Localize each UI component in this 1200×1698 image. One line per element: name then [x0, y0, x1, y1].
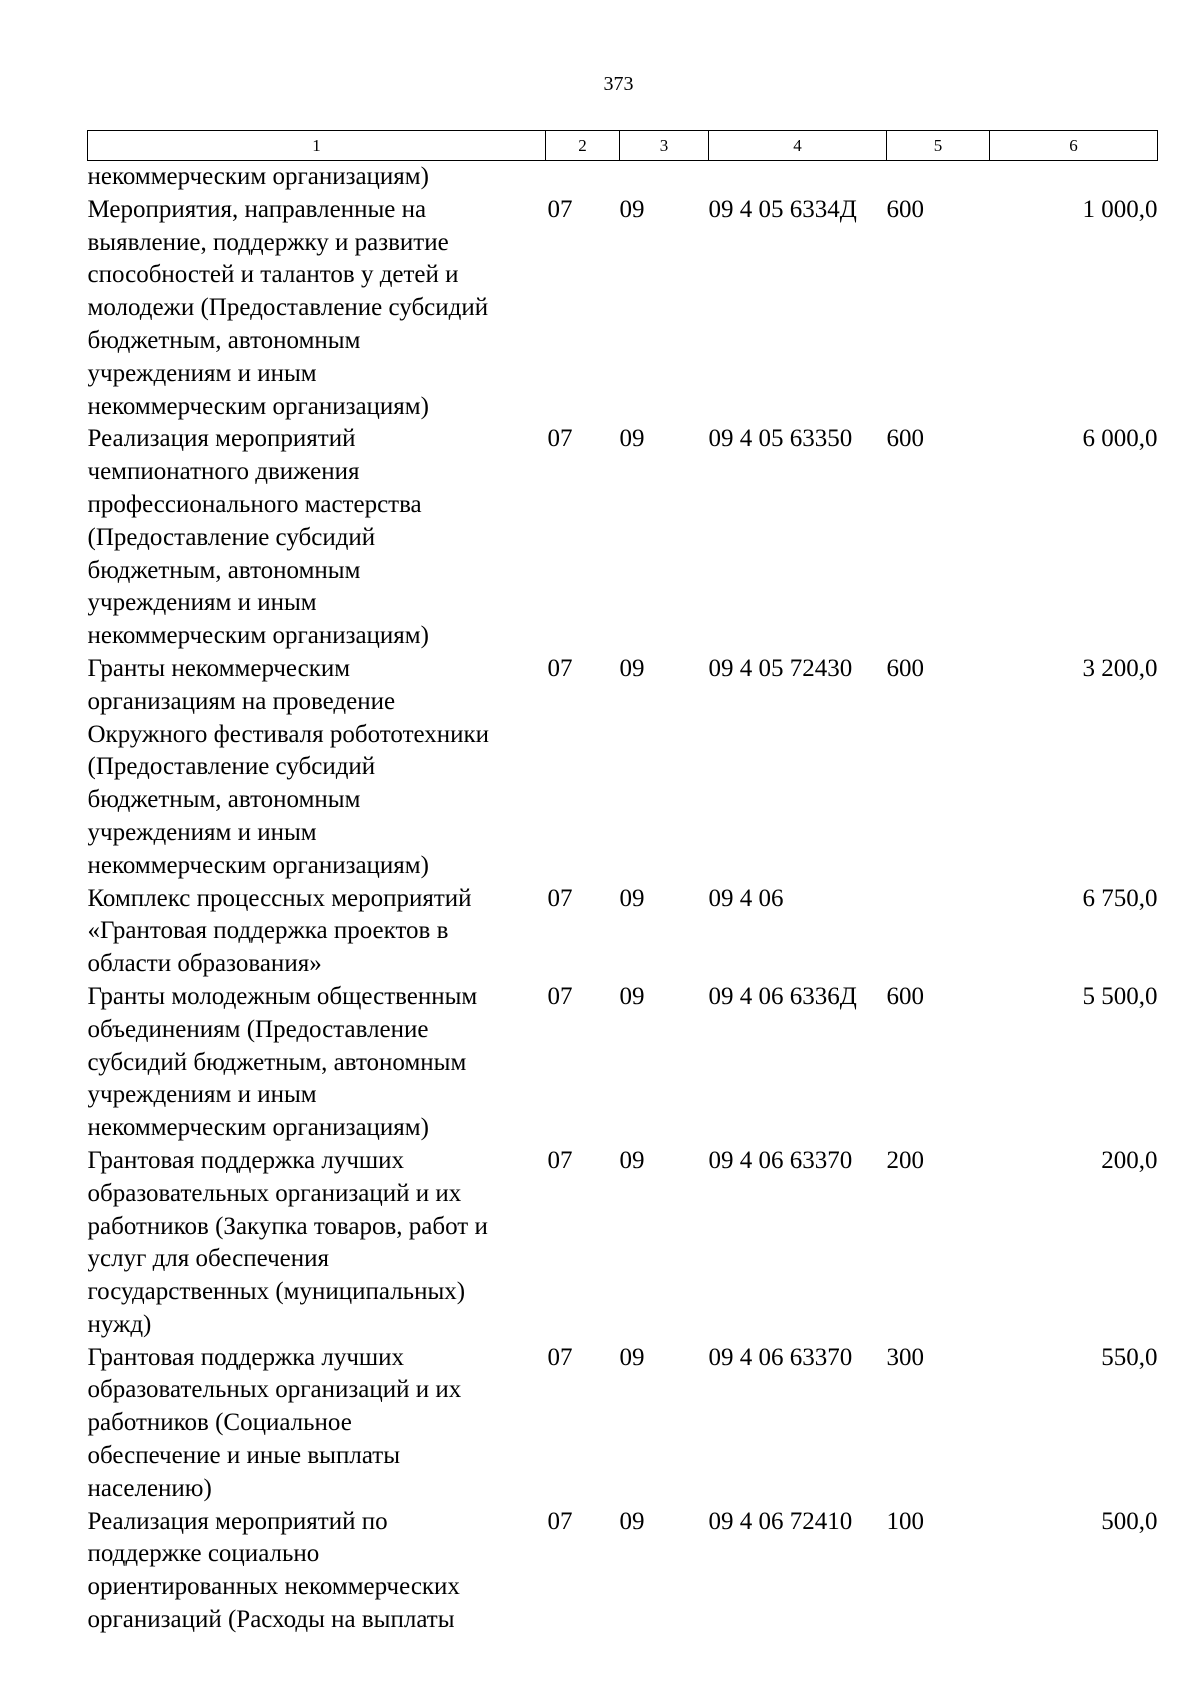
row-name-line: Мероприятия, направленные на: [87, 195, 427, 223]
row-section: 07: [547, 1146, 573, 1174]
row-section: 07: [547, 982, 573, 1010]
row-subsection: 09: [619, 1146, 645, 1174]
row-name-line: Окружного фестиваля робототехники: [87, 720, 490, 748]
table-row: [88, 1506, 1158, 1637]
row-target-code: 09 4 06 72410: [708, 1507, 853, 1535]
header-col-4: 4: [709, 131, 887, 161]
header-col-5: 5: [887, 131, 990, 161]
row-name-line: некоммерческим организациям): [87, 1114, 429, 1142]
row-name-line: некоммерческим организациям): [87, 163, 429, 190]
row-section: 07: [547, 1343, 573, 1371]
row-target-code: [709, 161, 887, 194]
row-name: [88, 883, 546, 981]
header-col-3: 3: [620, 131, 709, 161]
row-name-line: объединениям (Предоставление: [87, 1015, 429, 1043]
row-name-line: «Грантовая поддержка проектов в: [87, 917, 449, 945]
row-name-line: ориентированных некоммерческих: [87, 1573, 460, 1601]
row-subsection: [620, 161, 709, 194]
row-expense-type: 200: [886, 1146, 924, 1174]
page-number: 373: [603, 73, 634, 95]
row-name-line: некоммерческим организациям): [87, 622, 429, 650]
row-name-line: (Предоставление субсидий: [87, 523, 376, 551]
row-name-line: Гранты некоммерческим: [87, 654, 351, 682]
row-expense-type: 600: [886, 654, 924, 682]
table-row: [88, 194, 1158, 424]
row-name-line: области образования»: [87, 950, 322, 978]
row-name-line: организациям на проведение: [87, 687, 396, 715]
row-amount: [990, 161, 1158, 194]
row-target-code: 09 4 06 63370: [708, 1146, 853, 1174]
table-row: [88, 1145, 1158, 1342]
row-name-line: способностей и талантов у детей и: [87, 261, 459, 289]
row-expense-type: [887, 161, 990, 194]
row-section: 07: [547, 884, 573, 912]
row-name-line: (Предоставление субсидий: [87, 753, 376, 781]
row-name-line: бюджетным, автономным: [87, 786, 361, 814]
row-name-line: поддержке социально: [87, 1540, 320, 1568]
row-expense-type: 600: [886, 425, 924, 453]
row-name: [88, 1342, 546, 1506]
row-section: 07: [547, 195, 573, 223]
row-name-line: организаций (Расходы на выплаты: [87, 1606, 455, 1634]
header-col-1: 1: [88, 131, 546, 161]
row-section: 07: [547, 425, 573, 453]
row-amount: 550,0: [1101, 1343, 1158, 1371]
row-amount: 5 500,0: [1082, 982, 1158, 1010]
row-amount: 1 000,0: [1082, 195, 1158, 223]
row-expense-type: 600: [886, 195, 924, 223]
row-expense-type: 300: [886, 1343, 924, 1371]
row-name: [88, 653, 546, 883]
row-name: [88, 1145, 546, 1342]
row-name-line: профессионального мастерства: [87, 490, 422, 518]
row-expense-type: 100: [886, 1507, 924, 1535]
row-name: [88, 423, 546, 653]
row-subsection: 09: [619, 1343, 645, 1371]
row-amount: 6 000,0: [1082, 425, 1158, 453]
row-name-line: молодежи (Предоставление субсидий: [87, 294, 489, 322]
row-name-line: Комплекс процессных мероприятий: [87, 884, 472, 912]
row-subsection: 09: [619, 884, 645, 912]
row-name-line: Реализация мероприятий: [87, 425, 356, 453]
table-body: [88, 161, 1158, 1637]
row-name-line: чемпионатного движения: [87, 458, 360, 486]
row-section: 07: [547, 654, 573, 682]
row-target-code: 09 4 06: [708, 884, 784, 912]
row-name-line: Гранты молодежным общественным: [87, 982, 478, 1010]
row-amount: 3 200,0: [1082, 654, 1158, 682]
row-target-code: 09 4 06 63370: [708, 1343, 853, 1371]
row-name: [88, 161, 546, 194]
row-name-line: работников (Социальное: [87, 1409, 352, 1437]
row-name-line: нужд): [87, 1310, 152, 1338]
row-name-line: учреждениям и иным: [87, 1081, 317, 1109]
row-name-line: некоммерческим организациям): [87, 392, 429, 420]
row-name-line: обеспечение и иные выплаты: [87, 1442, 400, 1470]
row-target-code: 09 4 05 6334Д: [708, 195, 857, 223]
table-row: [88, 161, 1158, 194]
row-amount: 200,0: [1101, 1146, 1158, 1174]
table-row: [88, 981, 1158, 1145]
row-name-line: учреждениям и иным: [87, 589, 317, 617]
row-amount: 6 750,0: [1082, 884, 1158, 912]
table-row: [88, 1342, 1158, 1506]
row-name-line: бюджетным, автономным: [87, 556, 361, 584]
header-col-6: 6: [990, 131, 1158, 161]
row-name-line: выявление, поддержку и развитие: [87, 228, 449, 256]
row-subsection: 09: [619, 982, 645, 1010]
row-expense-type: 600: [886, 982, 924, 1010]
row-name-line: бюджетным, автономным: [87, 326, 361, 354]
row-target-code: 09 4 05 72430: [708, 654, 853, 682]
table-header: [88, 131, 1158, 161]
row-name-line: услуг для обеспечения: [87, 1245, 330, 1273]
row-expense-type: [887, 883, 990, 981]
row-name-line: населению): [87, 1474, 212, 1502]
row-name-line: образовательных организаций и их: [87, 1376, 462, 1404]
row-amount: 500,0: [1101, 1507, 1158, 1535]
row-name: [88, 1506, 546, 1637]
row-subsection: 09: [619, 1507, 645, 1535]
row-name: [88, 981, 546, 1145]
row-subsection: 09: [619, 195, 645, 223]
row-name-line: субсидий бюджетным, автономным: [87, 1048, 467, 1076]
row-name-line: Реализация мероприятий по: [87, 1507, 388, 1535]
row-target-code: 09 4 05 63350: [708, 425, 853, 453]
row-target-code: 09 4 06 6336Д: [708, 982, 857, 1010]
header-col-2: 2: [546, 131, 620, 161]
row-name-line: государственных (муниципальных): [87, 1278, 466, 1306]
table-row: [88, 653, 1158, 883]
table-row: [88, 883, 1158, 981]
row-subsection: 09: [619, 425, 645, 453]
row-section: 07: [547, 1507, 573, 1535]
budget-table: [87, 130, 1158, 1637]
row-name-line: некоммерческим организациям): [87, 851, 429, 879]
row-section: [546, 161, 620, 194]
row-name-line: учреждениям и иным: [87, 818, 317, 846]
table-row: [88, 423, 1158, 653]
row-name-line: Грантовая поддержка лучших: [87, 1343, 405, 1371]
row-name-line: Грантовая поддержка лучших: [87, 1146, 405, 1174]
row-name-line: учреждениям и иным: [87, 359, 317, 387]
row-name-line: образовательных организаций и их: [87, 1179, 462, 1207]
row-name-line: работников (Закупка товаров, работ и: [87, 1212, 488, 1240]
row-subsection: 09: [619, 654, 645, 682]
row-name: [88, 194, 546, 424]
